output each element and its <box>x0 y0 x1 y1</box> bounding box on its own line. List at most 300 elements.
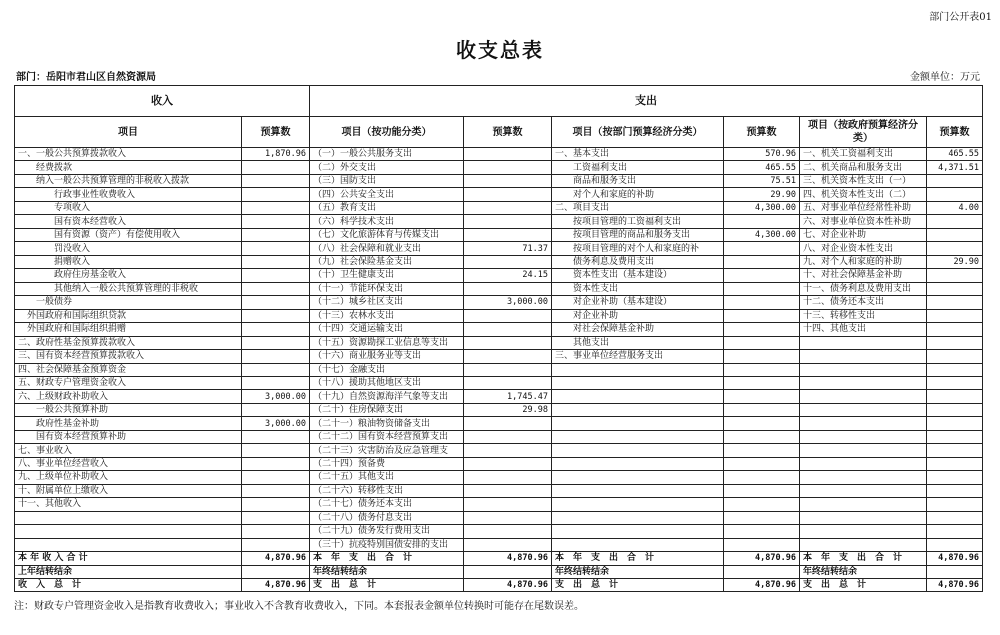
income-item-cell: 国有资本经营收入 <box>15 215 242 228</box>
gov-econ-item-cell <box>800 336 927 349</box>
gov-econ-amount-cell <box>927 525 983 538</box>
dept-econ-item-cell <box>552 538 724 551</box>
function-amount-cell <box>464 174 552 187</box>
function-item-cell: 本 年 支 出 合 计 <box>310 552 464 565</box>
total-row <box>15 552 983 565</box>
income-amount-cell <box>242 350 310 363</box>
table-row <box>15 188 983 201</box>
function-amount-cell <box>464 255 552 268</box>
dept-econ-item-cell: 按项目管理的工资福利支出 <box>552 215 724 228</box>
function-amount-cell <box>464 538 552 551</box>
dept-econ-item-cell: 本 年 支 出 合 计 <box>552 552 724 565</box>
dept-econ-item-cell: 商品和服务支出 <box>552 174 724 187</box>
income-amount-cell: 1,870.96 <box>242 148 310 161</box>
table-row <box>15 444 983 457</box>
dept-econ-item-cell: 一、基本支出 <box>552 148 724 161</box>
table-row <box>15 228 983 241</box>
function-amount-cell <box>464 188 552 201</box>
gov-econ-amount-cell <box>927 363 983 376</box>
function-item-cell: （七）文化旅游体育与传媒支出 <box>310 228 464 241</box>
gov-econ-amount-cell: 4,371.51 <box>927 161 983 174</box>
form-number: 部门公开表01 <box>929 12 992 23</box>
function-item-cell: （二十二）国有资本经营预算支出 <box>310 430 464 443</box>
dept-econ-amount-cell <box>724 336 800 349</box>
function-item-cell: （二十一）粮油物资储备支出 <box>310 417 464 430</box>
income-amount-cell <box>242 323 310 336</box>
table-row <box>15 201 983 214</box>
budget-summary-table <box>14 85 983 592</box>
gov-econ-item-cell <box>800 511 927 524</box>
table-row <box>15 471 983 484</box>
gov-econ-amount-cell <box>927 296 983 309</box>
function-amount-header: 预算数 <box>464 117 552 148</box>
function-item-cell: （五）教育支出 <box>310 201 464 214</box>
function-item-cell: （二十七）债务还本支出 <box>310 498 464 511</box>
income-group-header: 收入 <box>15 86 310 117</box>
gov-econ-amount-cell <box>927 430 983 443</box>
dept-econ-item-cell <box>552 471 724 484</box>
dept-econ-amount-cell <box>724 269 800 282</box>
dept-econ-amount-cell <box>724 417 800 430</box>
income-item-cell: 六、上级财政补助收入 <box>15 390 242 403</box>
amount-unit-label: 金额单位：万元 <box>910 72 980 83</box>
column-header-row <box>15 117 983 148</box>
income-item-cell: 十、附属单位上缴收入 <box>15 484 242 497</box>
dept-econ-item-cell <box>552 403 724 416</box>
function-amount-cell <box>464 376 552 389</box>
function-item-cell: （十）卫生健康支出 <box>310 269 464 282</box>
income-item-cell <box>15 511 242 524</box>
dept-econ-amount-cell <box>724 444 800 457</box>
dept-econ-amount-cell <box>724 403 800 416</box>
income-item-cell: 二、政府性基金预算拨款收入 <box>15 336 242 349</box>
function-item-cell: （二十）住房保障支出 <box>310 403 464 416</box>
dept-econ-amount-cell <box>724 363 800 376</box>
function-amount-cell: 3,000.00 <box>464 296 552 309</box>
gov-econ-amount-cell <box>927 511 983 524</box>
gov-econ-item-cell <box>800 430 927 443</box>
gov-econ-amount-cell <box>927 471 983 484</box>
dept-econ-amount-cell: 29.90 <box>724 188 800 201</box>
dept-econ-amount-cell <box>724 309 800 322</box>
function-item-cell: （十四）交通运输支出 <box>310 323 464 336</box>
table-row <box>15 282 983 295</box>
function-item-cell: 支 出 总 计 <box>310 579 464 592</box>
dept-econ-item-cell <box>552 525 724 538</box>
gov-econ-item-cell: 七、对企业补助 <box>800 228 927 241</box>
income-item-cell: 三、国有资本经营预算拨款收入 <box>15 350 242 363</box>
income-amount-cell <box>242 498 310 511</box>
function-item-cell: （十五）资源勘探工业信息等支出 <box>310 336 464 349</box>
gov-econ-item-cell <box>800 376 927 389</box>
gov-econ-amount-cell <box>927 390 983 403</box>
function-amount-cell <box>464 363 552 376</box>
dept-econ-item-cell: 支 出 总 计 <box>552 579 724 592</box>
gov-econ-amount-cell <box>927 417 983 430</box>
function-item-cell: （二十六）转移性支出 <box>310 484 464 497</box>
income-item-cell: 外国政府和国际组织捐赠 <box>15 323 242 336</box>
income-amount-cell <box>242 188 310 201</box>
function-amount-cell <box>464 201 552 214</box>
total-row <box>15 565 983 578</box>
dept-econ-item-cell <box>552 390 724 403</box>
gov-econ-item-cell: 五、对事业单位经常性补助 <box>800 201 927 214</box>
gov-econ-amount-cell <box>927 215 983 228</box>
gov-econ-amount-cell <box>927 323 983 336</box>
income-amount-cell: 3,000.00 <box>242 390 310 403</box>
income-item-cell: 纳入一般公共预算管理的非税收入拨款 <box>15 174 242 187</box>
dept-econ-amount-cell <box>724 350 800 363</box>
function-item-cell: （十三）农林水支出 <box>310 309 464 322</box>
income-item-cell <box>15 538 242 551</box>
dept-econ-amount-cell <box>724 390 800 403</box>
dept-econ-amount-cell <box>724 215 800 228</box>
income-amount-cell <box>242 269 310 282</box>
table-row <box>15 511 983 524</box>
gov-econ-amount-cell: 465.55 <box>927 148 983 161</box>
income-amount-cell <box>242 363 310 376</box>
function-item-header: 项目（按功能分类） <box>310 117 464 148</box>
table-row <box>15 269 983 282</box>
dept-econ-amount-cell <box>724 471 800 484</box>
function-amount-cell <box>464 417 552 430</box>
income-amount-cell <box>242 309 310 322</box>
function-amount-cell <box>464 484 552 497</box>
dept-econ-item-header: 项目（按部门预算经济分类） <box>552 117 724 148</box>
income-amount-cell <box>242 403 310 416</box>
function-amount-cell: 71.37 <box>464 242 552 255</box>
dept-econ-item-cell: 按项目管理的对个人和家庭的补 <box>552 242 724 255</box>
function-amount-cell: 29.98 <box>464 403 552 416</box>
income-amount-cell <box>242 538 310 551</box>
dept-econ-item-cell <box>552 498 724 511</box>
income-amount-cell <box>242 174 310 187</box>
expense-group-header: 支出 <box>310 86 983 117</box>
function-amount-cell <box>464 215 552 228</box>
dept-econ-item-cell <box>552 444 724 457</box>
table-row <box>15 484 983 497</box>
gov-econ-item-cell: 十四、其他支出 <box>800 323 927 336</box>
income-item-cell: 四、社会保障基金预算资金 <box>15 363 242 376</box>
dept-econ-amount-cell <box>724 484 800 497</box>
table-row <box>15 525 983 538</box>
gov-econ-amount-cell: 4,870.96 <box>927 552 983 565</box>
income-item-cell: 一般债券 <box>15 296 242 309</box>
table-row <box>15 457 983 470</box>
dept-econ-amount-cell: 75.51 <box>724 174 800 187</box>
income-item-cell <box>15 525 242 538</box>
income-amount-cell <box>242 255 310 268</box>
gov-econ-item-cell <box>800 538 927 551</box>
function-amount-cell <box>464 511 552 524</box>
income-item-cell: 经费拨款 <box>15 161 242 174</box>
gov-econ-item-cell <box>800 484 927 497</box>
function-amount-cell <box>464 457 552 470</box>
gov-econ-amount-cell <box>927 498 983 511</box>
function-item-cell: （九）社会保险基金支出 <box>310 255 464 268</box>
function-amount-cell <box>464 525 552 538</box>
function-item-cell: （二十九）债务发行费用支出 <box>310 525 464 538</box>
function-amount-cell <box>464 323 552 336</box>
table-row <box>15 161 983 174</box>
table-row <box>15 390 983 403</box>
function-amount-cell <box>464 228 552 241</box>
function-amount-cell <box>464 161 552 174</box>
gov-econ-item-cell <box>800 390 927 403</box>
gov-econ-item-cell <box>800 498 927 511</box>
gov-econ-item-cell: 四、机关资本性支出（二） <box>800 188 927 201</box>
function-amount-cell <box>464 498 552 511</box>
gov-econ-item-cell <box>800 444 927 457</box>
function-item-cell: （十八）援助其他地区支出 <box>310 376 464 389</box>
function-item-cell: （二十五）其他支出 <box>310 471 464 484</box>
function-amount-cell <box>464 309 552 322</box>
gov-econ-amount-cell <box>927 174 983 187</box>
dept-econ-item-cell: 资本性支出 <box>552 282 724 295</box>
income-amount-cell <box>242 215 310 228</box>
income-amount-cell <box>242 296 310 309</box>
income-amount-cell <box>242 484 310 497</box>
dept-econ-item-cell: 工资福利支出 <box>552 161 724 174</box>
income-item-cell: 行政事业性收费收入 <box>15 188 242 201</box>
table-row <box>15 417 983 430</box>
income-item-header: 项目 <box>15 117 242 148</box>
dept-econ-amount-cell <box>724 457 800 470</box>
gov-econ-amount-cell <box>927 188 983 201</box>
income-item-cell: 九、上级单位补助收入 <box>15 471 242 484</box>
income-amount-cell <box>242 525 310 538</box>
table-row <box>15 363 983 376</box>
income-item-cell: 专项收入 <box>15 201 242 214</box>
gov-econ-item-cell: 三、机关资本性支出（一） <box>800 174 927 187</box>
dept-econ-amount-cell <box>724 498 800 511</box>
function-amount-cell: 4,870.96 <box>464 552 552 565</box>
function-item-cell: （二十三）灾害防治及应急管理支 <box>310 444 464 457</box>
dept-econ-amount-cell: 570.96 <box>724 148 800 161</box>
income-amount-cell: 3,000.00 <box>242 417 310 430</box>
function-item-cell: （八）社会保障和就业支出 <box>310 242 464 255</box>
function-item-cell: （二十四）预备费 <box>310 457 464 470</box>
gov-econ-item-cell <box>800 525 927 538</box>
footnote: 注：财政专户管理资金收入是指教育收费收入；事业收入不含教育收费收入，下同。本套报表金额单位转换时可能存在尾数误差。 <box>14 601 584 612</box>
table-row <box>15 215 983 228</box>
gov-econ-item-cell: 一、机关工资福利支出 <box>800 148 927 161</box>
income-amount-cell <box>242 457 310 470</box>
gov-econ-item-cell: 八、对企业资本性支出 <box>800 242 927 255</box>
table-row <box>15 323 983 336</box>
income-amount-cell <box>242 565 310 578</box>
table-row <box>15 309 983 322</box>
income-item-cell: 收 入 总 计 <box>15 579 242 592</box>
function-amount-cell <box>464 430 552 443</box>
dept-econ-item-cell <box>552 417 724 430</box>
function-item-cell: （三十）抗疫特别国债安排的支出 <box>310 538 464 551</box>
table-row <box>15 538 983 551</box>
gov-econ-amount-cell <box>927 336 983 349</box>
gov-econ-item-cell: 二、机关商品和服务支出 <box>800 161 927 174</box>
gov-econ-item-cell: 十三、转移性支出 <box>800 309 927 322</box>
dept-econ-item-cell: 对企业补助（基本建设） <box>552 296 724 309</box>
gov-econ-item-cell <box>800 417 927 430</box>
income-item-cell: 政府住房基金收入 <box>15 269 242 282</box>
dept-econ-amount-cell <box>724 242 800 255</box>
income-item-cell: 其他纳入一般公共预算管理的非税收 <box>15 282 242 295</box>
function-amount-cell: 24.15 <box>464 269 552 282</box>
gov-econ-item-cell: 九、对个人和家庭的补助 <box>800 255 927 268</box>
gov-econ-amount-cell: 4.00 <box>927 201 983 214</box>
income-amount-cell <box>242 511 310 524</box>
dept-econ-item-cell: 资本性支出（基本建设） <box>552 269 724 282</box>
gov-econ-amount-cell <box>927 269 983 282</box>
table-row <box>15 350 983 363</box>
gov-econ-item-cell <box>800 403 927 416</box>
function-amount-cell <box>464 148 552 161</box>
gov-econ-amount-cell <box>927 309 983 322</box>
gov-econ-item-cell <box>800 363 927 376</box>
group-header-row <box>15 86 983 117</box>
income-item-cell: 国有资源（资产）有偿使用收入 <box>15 228 242 241</box>
dept-econ-amount-cell <box>724 511 800 524</box>
function-amount-cell <box>464 565 552 578</box>
income-item-cell: 八、事业单位经营收入 <box>15 457 242 470</box>
gov-econ-item-cell: 支 出 总 计 <box>800 579 927 592</box>
dept-econ-amount-cell <box>724 255 800 268</box>
gov-econ-amount-cell <box>927 282 983 295</box>
table-row <box>15 498 983 511</box>
gov-econ-amount-cell: 4,870.96 <box>927 579 983 592</box>
income-amount-cell: 4,870.96 <box>242 552 310 565</box>
gov-econ-amount-cell <box>927 444 983 457</box>
income-amount-cell: 4,870.96 <box>242 579 310 592</box>
income-item-cell: 七、事业收入 <box>15 444 242 457</box>
dept-econ-amount-cell <box>724 296 800 309</box>
gov-econ-item-cell: 本 年 支 出 合 计 <box>800 552 927 565</box>
gov-econ-item-cell <box>800 457 927 470</box>
table-row <box>15 336 983 349</box>
gov-econ-amount-cell <box>927 403 983 416</box>
gov-econ-item-cell: 十一、债务利息及费用支出 <box>800 282 927 295</box>
function-item-cell: （四）公共安全支出 <box>310 188 464 201</box>
function-amount-cell: 4,870.96 <box>464 579 552 592</box>
page-title: 收支总表 <box>456 38 544 62</box>
income-item-cell: 十一、其他收入 <box>15 498 242 511</box>
dept-econ-item-cell <box>552 376 724 389</box>
function-item-cell: （三）国防支出 <box>310 174 464 187</box>
gov-econ-item-cell: 十、对社会保障基金补助 <box>800 269 927 282</box>
table-row <box>15 174 983 187</box>
gov-econ-amount-cell <box>927 242 983 255</box>
gov-econ-amount-cell <box>927 457 983 470</box>
dept-econ-item-cell: 债务利息及费用支出 <box>552 255 724 268</box>
dept-econ-amount-cell <box>724 525 800 538</box>
income-amount-cell <box>242 444 310 457</box>
gov-econ-amount-cell <box>927 376 983 389</box>
dept-econ-item-cell <box>552 484 724 497</box>
dept-econ-amount-cell: 4,870.96 <box>724 579 800 592</box>
income-item-cell: 捐赠收入 <box>15 255 242 268</box>
function-item-cell: （十九）自然资源海洋气象等支出 <box>310 390 464 403</box>
dept-econ-item-cell: 按项目管理的商品和服务支出 <box>552 228 724 241</box>
department-label: 部门：岳阳市君山区自然资源局 <box>16 72 156 83</box>
gov-econ-amount-cell <box>927 484 983 497</box>
income-item-cell: 本 年 收 入 合 计 <box>15 552 242 565</box>
function-amount-cell <box>464 282 552 295</box>
table-row <box>15 376 983 389</box>
table-row <box>15 242 983 255</box>
table-row <box>15 403 983 416</box>
dept-econ-amount-cell: 4,870.96 <box>724 552 800 565</box>
function-item-cell: （十一）节能环保支出 <box>310 282 464 295</box>
gov-econ-amount-cell <box>927 565 983 578</box>
dept-econ-amount-cell <box>724 282 800 295</box>
function-amount-cell <box>464 471 552 484</box>
dept-econ-item-cell <box>552 363 724 376</box>
gov-econ-amount-header: 预算数 <box>927 117 983 148</box>
dept-econ-amount-cell: 465.55 <box>724 161 800 174</box>
function-item-cell: （二）外交支出 <box>310 161 464 174</box>
function-amount-cell <box>464 444 552 457</box>
income-item-cell: 罚没收入 <box>15 242 242 255</box>
function-item-cell: （十六）商业服务业等支出 <box>310 350 464 363</box>
dept-econ-item-cell: 二、项目支出 <box>552 201 724 214</box>
income-item-cell: 一般公共预算补助 <box>15 403 242 416</box>
table-body <box>15 148 983 592</box>
dept-econ-item-cell: 对社会保障基金补助 <box>552 323 724 336</box>
function-amount-cell <box>464 350 552 363</box>
dept-econ-amount-cell <box>724 376 800 389</box>
gov-econ-amount-cell <box>927 228 983 241</box>
dept-econ-amount-cell: 4,300.00 <box>724 201 800 214</box>
dept-econ-item-cell: 年终结转结余 <box>552 565 724 578</box>
gov-econ-item-cell <box>800 471 927 484</box>
function-amount-cell: 1,745.47 <box>464 390 552 403</box>
gov-econ-item-cell: 年终结转结余 <box>800 565 927 578</box>
function-amount-cell <box>464 336 552 349</box>
income-amount-cell <box>242 430 310 443</box>
income-amount-cell <box>242 161 310 174</box>
income-amount-cell <box>242 282 310 295</box>
function-item-cell: （十二）城乡社区支出 <box>310 296 464 309</box>
dept-econ-item-cell <box>552 430 724 443</box>
gov-econ-item-cell <box>800 350 927 363</box>
dept-econ-item-cell: 对个人和家庭的补助 <box>552 188 724 201</box>
gov-econ-item-cell: 六、对事业单位资本性补助 <box>800 215 927 228</box>
dept-econ-item-cell: 对企业补助 <box>552 309 724 322</box>
dept-econ-amount-header: 预算数 <box>724 117 800 148</box>
income-item-cell: 上年结转结余 <box>15 565 242 578</box>
table-row <box>15 255 983 268</box>
income-amount-cell <box>242 242 310 255</box>
dept-econ-amount-cell <box>724 538 800 551</box>
income-amount-cell <box>242 201 310 214</box>
income-item-cell: 一、一般公共预算拨款收入 <box>15 148 242 161</box>
dept-econ-amount-cell <box>724 323 800 336</box>
gov-econ-amount-cell <box>927 538 983 551</box>
table-row <box>15 148 983 161</box>
function-item-cell: 年终结转结余 <box>310 565 464 578</box>
income-item-cell: 五、财政专户管理资金收入 <box>15 376 242 389</box>
income-item-cell: 外国政府和国际组织贷款 <box>15 309 242 322</box>
dept-econ-amount-cell <box>724 430 800 443</box>
dept-econ-item-cell <box>552 511 724 524</box>
income-amount-cell <box>242 228 310 241</box>
dept-econ-item-cell: 三、事业单位经营服务支出 <box>552 350 724 363</box>
income-item-cell: 政府性基金补助 <box>15 417 242 430</box>
gov-econ-amount-cell: 29.90 <box>927 255 983 268</box>
function-item-cell: （二十八）债务付息支出 <box>310 511 464 524</box>
dept-econ-amount-cell: 4,300.00 <box>724 228 800 241</box>
gov-econ-amount-cell <box>927 350 983 363</box>
